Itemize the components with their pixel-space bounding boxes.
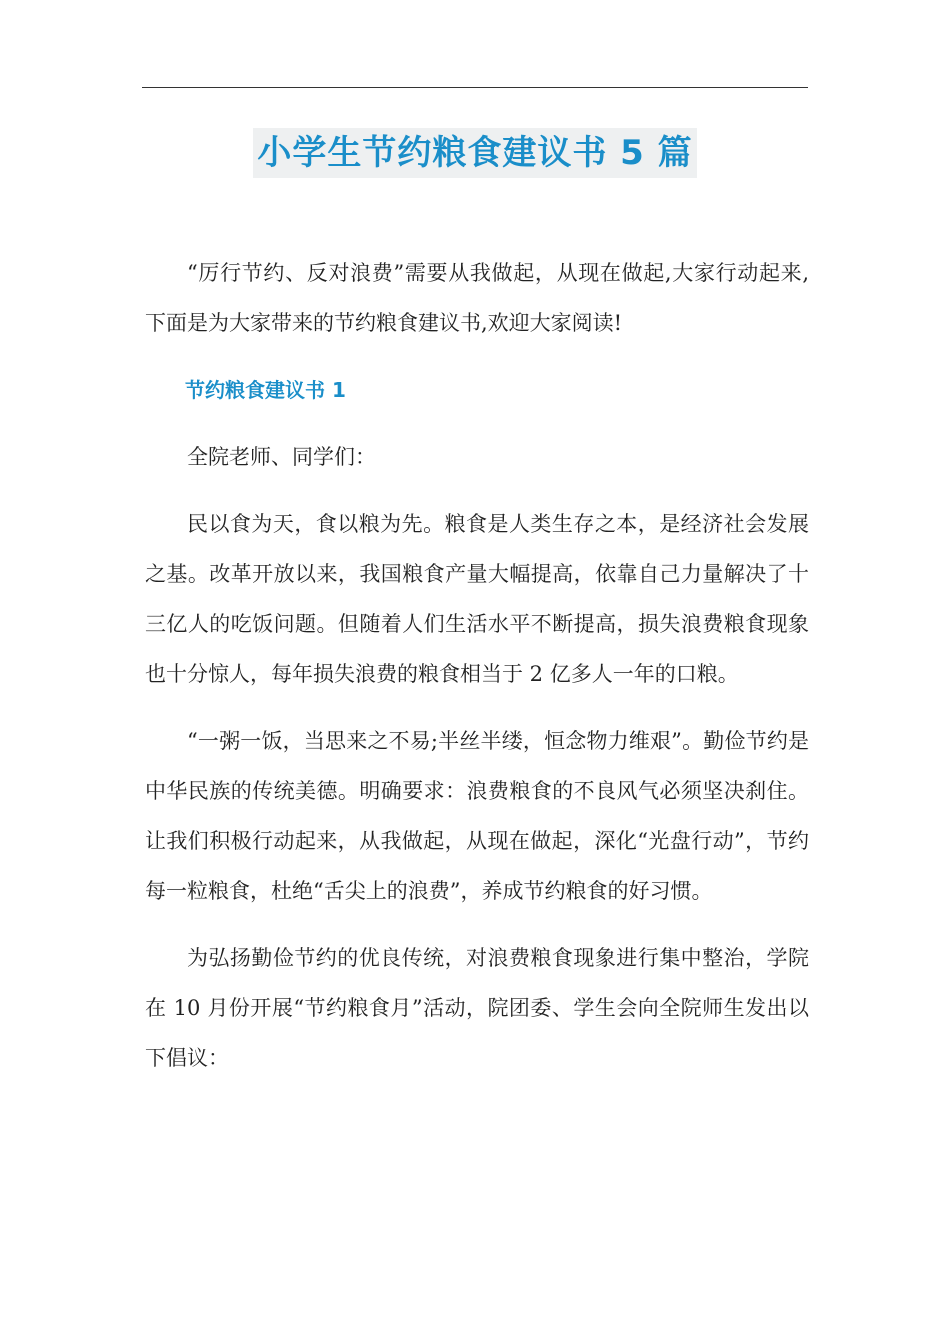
body-paragraph-3: 为弘扬勤俭节约的优良传统，对浪费粮食现象进行集中整治，学院在 10 月份开展“节约粮食月”活动，院团委、学生会向全院师生发出以下倡议：: [145, 946, 809, 1070]
document-body: [145, 248, 809, 1100]
body-paragraph-1: 民以食为天，食以粮为先。粮食是人类生存之本，是经济社会发展之基。改革开放以来，我国粮食产量大幅提高，依靠自己力量解决了十三亿人的吃饭问题。但随着人们生活水平不断提高，损失浪费粮食现象也十分惊人，每年损失浪费的粮食相当于 2 亿多人一年的口粮。: [145, 512, 809, 686]
section-heading: 节约粮食建议书 1: [185, 378, 346, 402]
header-rule: [142, 87, 808, 88]
body-paragraph-2: “一粥一饭，当思来之不易;半丝半缕，恒念物力维艰”。勤俭节约是中华民族的传统美德。明确要求：浪费粮食的不良风气必须坚决刹住。让我们积极行动起来，从我做起，从现在做起，深化“光盘行动”，节约每一粒粮食，杜绝“舌尖上的浪费”，养成节约粮食的好习惯。: [145, 729, 809, 903]
title-container: [0, 128, 950, 178]
document-title: 小学生节约粮食建议书 5 篇: [253, 128, 696, 178]
intro-paragraph: “厉行节约、反对浪费”需要从我做起，从现在做起,大家行动起来,下面是为大家带来的节约粮食建议书,欢迎大家阅读!: [145, 261, 809, 335]
salutation: 全院老师、同学们：: [187, 445, 376, 469]
